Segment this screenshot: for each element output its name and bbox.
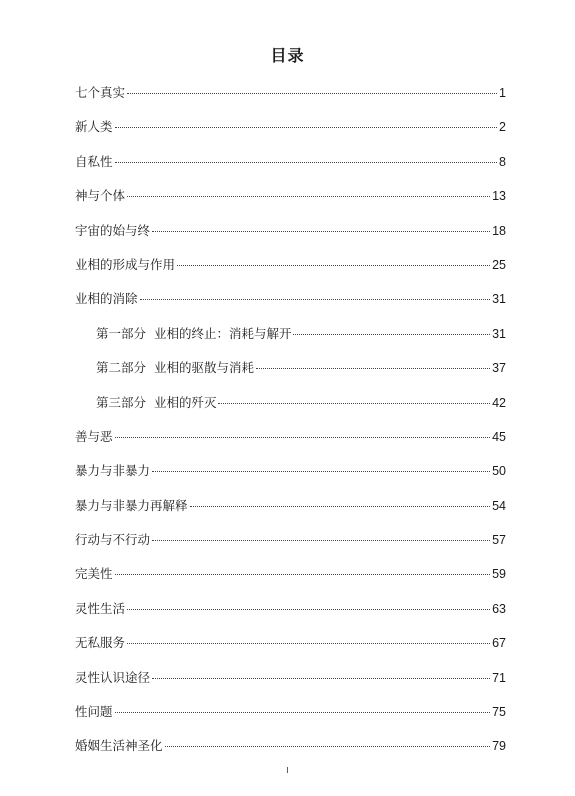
toc-entry-label: 第二部分 业相的驱散与消耗 bbox=[96, 360, 254, 376]
toc-list bbox=[75, 83, 506, 771]
dot-leader bbox=[293, 334, 490, 335]
toc-entry-label: 暴力与非暴力 bbox=[75, 463, 151, 479]
dot-leader bbox=[177, 265, 490, 266]
toc-entry-page: 25 bbox=[492, 257, 506, 272]
toc-entry[interactable] bbox=[75, 117, 506, 151]
toc-entry-page: 2 bbox=[499, 120, 506, 135]
dot-leader bbox=[152, 540, 490, 541]
toc-entry-label: 行动与不行动 bbox=[75, 532, 151, 548]
toc-subentry[interactable] bbox=[75, 324, 506, 358]
toc-entry-page: 42 bbox=[492, 395, 506, 410]
toc-entry-label: 灵性生活 bbox=[75, 600, 126, 616]
dot-leader bbox=[115, 712, 491, 713]
dot-leader bbox=[218, 403, 490, 404]
toc-entry-label: 灵性认识途径 bbox=[75, 669, 151, 685]
dot-leader bbox=[115, 574, 491, 575]
dot-leader bbox=[190, 506, 491, 507]
toc-entry-label: 业相的形成与作用 bbox=[75, 256, 176, 272]
toc-entry-page: 75 bbox=[492, 705, 506, 720]
toc-entry-page: 57 bbox=[492, 533, 506, 548]
toc-entry-page: 1 bbox=[499, 86, 506, 100]
toc-entry[interactable] bbox=[75, 668, 506, 702]
toc-title: 目录 bbox=[270, 46, 305, 65]
toc-entry-page: 8 bbox=[499, 154, 506, 169]
toc-entry[interactable] bbox=[75, 427, 506, 461]
toc-entry-label: 善与恶 bbox=[75, 428, 113, 444]
toc-entry[interactable] bbox=[75, 289, 506, 323]
toc-entry-label: 业相的消除 bbox=[75, 291, 138, 307]
toc-entry-page: 31 bbox=[492, 292, 506, 307]
toc-entry-label: 婚姻生活神圣化 bbox=[75, 738, 163, 754]
toc-entry-label: 第一部分 业相的终止：消耗与解开 bbox=[96, 325, 292, 341]
footer-page-number: I bbox=[286, 766, 289, 775]
toc-entry-label: 七个真实 bbox=[75, 85, 126, 100]
dot-leader bbox=[152, 231, 490, 232]
toc-entry-page: 63 bbox=[492, 601, 506, 616]
toc-entry[interactable] bbox=[75, 599, 506, 633]
toc-entry-label: 宇宙的始与终 bbox=[75, 222, 151, 238]
toc-entry-label: 暴力与非暴力再解释 bbox=[75, 497, 188, 513]
toc-entry-page: 71 bbox=[492, 670, 506, 685]
toc-entry-page: 18 bbox=[492, 223, 506, 238]
toc-entry-label: 自私性 bbox=[75, 153, 113, 169]
dot-leader bbox=[256, 368, 490, 369]
toc-entry-page: 50 bbox=[492, 464, 506, 479]
toc-entry-page: 13 bbox=[492, 189, 506, 204]
toc-entry-label: 无私服务 bbox=[75, 635, 126, 651]
dot-leader bbox=[127, 196, 490, 197]
toc-entry-page: 59 bbox=[492, 567, 506, 582]
dot-leader bbox=[115, 127, 498, 128]
dot-leader bbox=[127, 93, 497, 94]
toc-entry-page: 54 bbox=[492, 498, 506, 513]
dot-leader bbox=[165, 746, 491, 747]
toc-entry-label: 神与个体 bbox=[75, 188, 126, 204]
dot-leader bbox=[152, 471, 490, 472]
toc-entry[interactable] bbox=[75, 530, 506, 564]
dot-leader bbox=[115, 437, 491, 438]
dot-leader bbox=[127, 609, 490, 610]
toc-entry[interactable] bbox=[75, 461, 506, 495]
toc-entry[interactable] bbox=[75, 702, 506, 736]
toc-entry-page: 79 bbox=[492, 739, 506, 754]
dot-leader bbox=[140, 299, 491, 300]
toc-entry[interactable] bbox=[75, 564, 506, 598]
toc-entry[interactable] bbox=[75, 496, 506, 530]
toc-entry-label: 新人类 bbox=[75, 119, 113, 135]
toc-entry-page: 31 bbox=[492, 326, 506, 341]
toc-entry-label: 第三部分 业相的歼灭 bbox=[96, 394, 217, 410]
toc-entry[interactable] bbox=[75, 186, 506, 220]
toc-entry-label: 性问题 bbox=[75, 704, 113, 720]
dot-leader bbox=[115, 162, 498, 163]
toc-subentry[interactable] bbox=[75, 358, 506, 392]
toc-entry[interactable] bbox=[75, 221, 506, 255]
toc-entry-page: 45 bbox=[492, 429, 506, 444]
toc-subentry[interactable] bbox=[75, 393, 506, 427]
toc-entry[interactable] bbox=[75, 633, 506, 667]
toc-entry-page: 67 bbox=[492, 636, 506, 651]
dot-leader bbox=[152, 678, 490, 679]
toc-entry-label: 完美性 bbox=[75, 566, 113, 582]
toc-entry[interactable] bbox=[75, 255, 506, 289]
toc-entry-page: 37 bbox=[492, 361, 506, 376]
toc-entry[interactable] bbox=[75, 152, 506, 186]
toc-entry[interactable] bbox=[75, 83, 506, 117]
dot-leader bbox=[127, 643, 490, 644]
